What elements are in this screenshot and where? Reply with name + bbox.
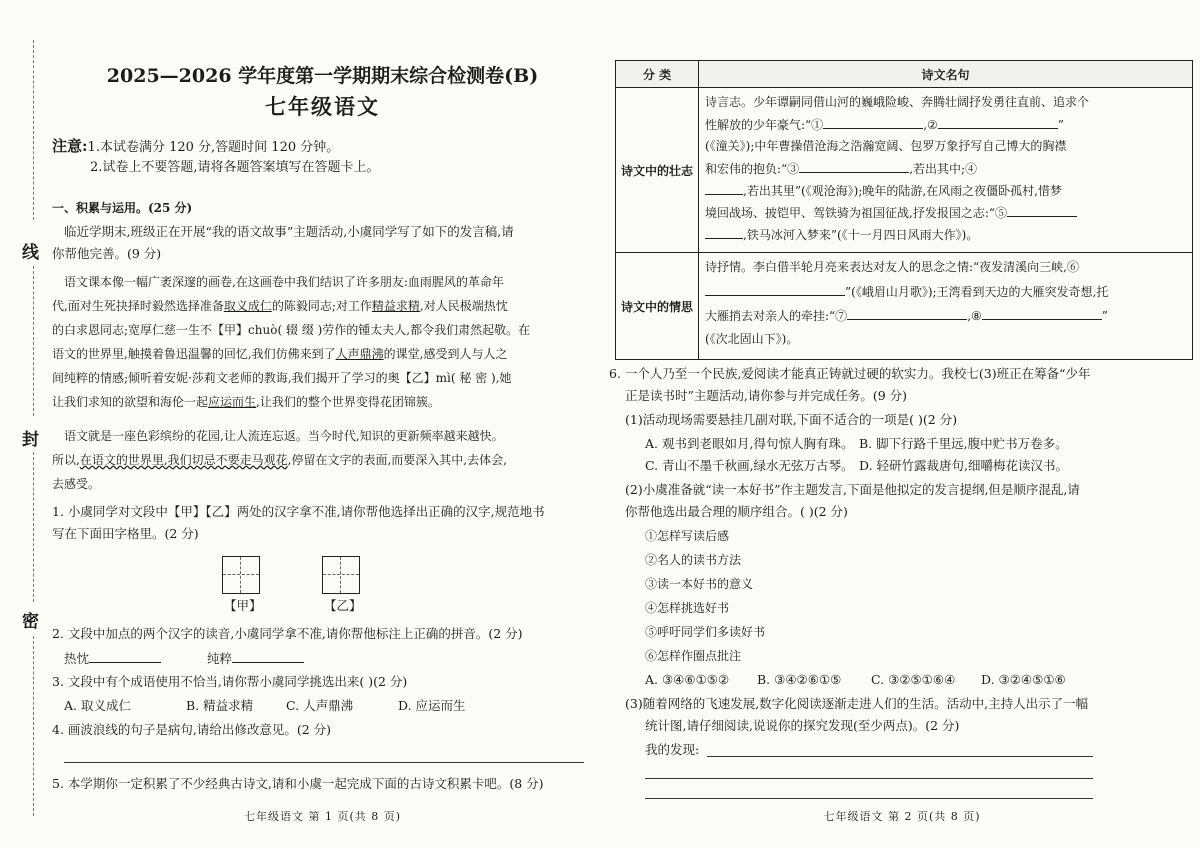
seal-char-xian: 线 xyxy=(22,243,39,263)
pinyin-word-1: 热忱 xyxy=(64,651,90,666)
table-text-line: 和宏伟的抱负:“③ ,若出其中;④ xyxy=(705,162,978,176)
q3-option-c: C. 人声鼎沸 xyxy=(286,698,354,713)
table-text-line: ”(《峨眉山月歌》);王湾看到天边的大雁突发奇想,托 xyxy=(705,283,1108,300)
tianzige-box-yi[interactable] xyxy=(322,556,360,594)
blank-3[interactable] xyxy=(799,160,909,173)
outline-item: ③读一本好书的意义 xyxy=(645,577,754,591)
pinyin-blank-1[interactable] xyxy=(89,650,161,663)
table-text-line: ,若出其里”(《观沧海》);晚年的陆游,在风雨之夜僵卧孤村,惜梦 xyxy=(705,182,1062,199)
outline-item: ②名人的读书方法 xyxy=(645,553,742,567)
box-label-yi: 【乙】 xyxy=(324,598,362,613)
notice-line-1 xyxy=(52,138,339,156)
seal-dash-line xyxy=(33,636,34,816)
seal-dash-line xyxy=(33,452,34,602)
question-5: 5. 本学期你一定积累了不少经典古诗文,请和小虞一起完成下面的古诗文积累卡吧。(8 分) xyxy=(52,776,544,791)
discovery-answer-line[interactable] xyxy=(645,778,1093,779)
outline-item: ④怎样挑选好书 xyxy=(645,601,730,615)
question-6-line-2: 正是读书时”主题活动,请你参与并完成任务。(9 分) xyxy=(625,388,908,403)
exam-subtitle: 七年级语文 xyxy=(265,94,380,119)
s1-option-b: B. 脚下行路千里远,腹中贮书万卷多。 xyxy=(859,436,1068,451)
blank-1[interactable] xyxy=(823,116,923,129)
outline-item: ①怎样写读后感 xyxy=(645,529,730,543)
table-text-line: (《潼关》);中年曹操借沧海之浩瀚宽阔、包罗万象抒写自己博大的胸襟 xyxy=(705,139,1067,153)
table-text-line: 性解放的少年豪气:“① ,② ” xyxy=(705,118,1064,132)
pinyin-answer-row xyxy=(64,650,304,667)
row-label-ambition: 诗文中的壮志 xyxy=(616,88,699,253)
table-text-line: 诗言志。少年谭嗣同借山河的巍峨险峻、奔腾壮阔抒发勇往直前、追求个 xyxy=(705,95,1090,109)
seal-dash-line xyxy=(33,266,34,416)
s2-option-b: B. ③④②⑥①⑤ xyxy=(757,672,842,687)
blank-4[interactable] xyxy=(705,182,743,195)
binding-margin xyxy=(0,0,48,848)
sub-question-3-line-1: (3)随着网络的飞速发展,数字化阅读逐渐走进人们的生活。活动中,主持人出示了一幅 xyxy=(625,696,1089,711)
seal-char-feng: 封 xyxy=(22,430,39,450)
q3-option-b: B. 精益求精 xyxy=(186,698,254,713)
table-header-category: 分 类 xyxy=(616,61,699,88)
passage-line: 语文的世界里,触摸着鲁迅温馨的回忆,我们仿佛来到了人声鼎沸的课堂,感受到人与人之 xyxy=(52,347,508,361)
row-label-emotion: 诗文中的情思 xyxy=(616,253,699,360)
question-1-line-2: 写在下面田字格里。(2 分) xyxy=(52,526,199,541)
blank-6[interactable] xyxy=(705,283,845,296)
notice-text-2: 2.试卷上不要答题,请将各题答案填写在答题卡上。 xyxy=(90,160,380,175)
notice-label: 注意: xyxy=(52,137,88,155)
blank-8[interactable] xyxy=(982,307,1102,320)
question-3: 3. 文段中有个成语使用不恰当,请你帮小虞同学挑选出来( )(2 分) xyxy=(52,674,408,689)
s2-option-d: D. ③②④⑤①⑥ xyxy=(981,672,1066,687)
s1-option-c: C. 青山不墨千秋画,绿水无弦万古琴。 xyxy=(645,458,854,473)
outline-item: ⑤呼吁同学们多读好书 xyxy=(645,625,766,639)
underlined-idiom: 应运而生 xyxy=(208,395,257,409)
exam-title: 2025—2026 学年度第一学期期末综合检测卷(B) xyxy=(106,65,539,87)
table-text-line: 大雁捎去对亲人的牵挂:“⑦ ,⑧ ” xyxy=(705,309,1108,323)
poetry-card-table xyxy=(615,60,1193,360)
blank-5[interactable] xyxy=(1007,204,1077,217)
s2-option-c: C. ③②⑤①⑥④ xyxy=(871,672,956,687)
q3-option-d: D. 应运而生 xyxy=(398,698,466,713)
underlined-idiom: 精益求精 xyxy=(371,299,420,313)
sub-question-3-line-2: 统计图,请仔细阅读,说说你的探究发现(至少两点)。(2 分) xyxy=(645,718,960,733)
pinyin-word-2: 纯粹 xyxy=(206,651,232,666)
notice-text-1: 1.本试卷满分 120 分,答题时间 120 分钟。 xyxy=(87,140,340,155)
question-6-line-1: 6. 一个人乃至一个民族,爱阅读才能真正铸就过硬的软实力。我校七(3)班正在筹备“少年 xyxy=(609,366,1091,381)
underlined-idiom: 人声鼎沸 xyxy=(335,347,384,361)
pinyin-blank-2[interactable] xyxy=(232,650,304,663)
q4-answer-line[interactable] xyxy=(64,762,584,763)
table-text-line: (《次北固山下》)。 xyxy=(705,332,799,346)
section-1-heading: 一、积累与运用。(25 分) xyxy=(52,201,193,215)
wavy-underlined-sentence: 在语文的世界里,我们切忌不要走马观花 xyxy=(79,453,288,467)
page-2-footer: 七年级语文 第 2 页(共 8 页) xyxy=(823,810,981,823)
sub-question-2-line-2: 你帮他选出最合理的顺序组合。( )(2 分) xyxy=(625,504,848,519)
passage-line: 代,面对生死抉择时毅然选择准备取义成仁的陈毅同志;对工作精益求精,对人民极端热忱 xyxy=(52,299,508,313)
row-content-emotion xyxy=(699,253,1193,360)
q3-option-a: A. 取义成仁 xyxy=(64,698,131,713)
row-content-ambition xyxy=(699,88,1193,253)
s2-option-a: A. ③④⑥①⑤② xyxy=(645,672,730,687)
seal-dash-line xyxy=(33,40,34,220)
sub-question-1: (1)活动现场需要悬挂几副对联,下面不适合的一项是( )(2 分) xyxy=(625,412,958,427)
discovery-label: 我的发现: xyxy=(645,742,700,757)
underlined-idiom: 取义成仁 xyxy=(223,299,272,313)
table-text-line: 诗抒情。李白借半轮月亮来表达对友人的思念之情:“夜发清溪向三峡,⑥ xyxy=(705,260,1079,274)
intro-line-1: 临近学期末,班级正在开展“我的语文故事”主题活动,小虞同学写了如下的发言稿,请 xyxy=(64,224,514,239)
outline-item: ⑥怎样作圈点批注 xyxy=(645,649,742,663)
table-text-line: ,铁马冰河入梦来”(《十一月四日风雨大作》)。 xyxy=(705,226,978,243)
s1-option-d: D. 轻研竹露裁唐句,细嚼梅花读汉书。 xyxy=(859,458,1068,473)
passage-line: 的白求恩同志;宽厚仁慈一生不【甲】chuò( 辍 缀 )劳作的锺太夫人,都令我们肃然起敬。在 xyxy=(52,323,531,337)
question-2: 2. 文段中加点的两个汉字的读音,小虞同学拿不准,请你帮他标注上正确的拼音。(2 分) xyxy=(52,626,523,641)
seal-char-mi: 密 xyxy=(22,612,39,632)
passage-line: 让我们求知的欲望和海伦一起应运而生,让我们的整个世界变得花团锦簇。 xyxy=(52,395,440,409)
passage-line: 语文课本像一幅广袤深邃的画卷,在这画卷中我们结识了许多朋友:血雨腥风的革命年 xyxy=(64,275,504,289)
discovery-answer-line[interactable] xyxy=(645,798,1093,799)
page-1-footer: 七年级语文 第 1 页(共 8 页) xyxy=(243,810,402,823)
box-label-jia: 【甲】 xyxy=(224,598,262,613)
table-text-line: 境回战场、披铠甲、驾铁骑为祖国征战,抒发报国之志:“⑤ xyxy=(705,204,1077,221)
sub-question-2-line-1: (2)小虞准备就“读一本好书”作主题发言,下面是他拟定的发言提纲,但是顺序混乱,请 xyxy=(625,482,1080,497)
blank-7[interactable] xyxy=(847,307,967,320)
s1-option-a: A. 观书到老眼如月,得句惊人胸有珠。 xyxy=(645,436,854,451)
exam-page-2 xyxy=(607,0,1197,848)
passage-line: 所以,在语文的世界里,我们切忌不要走马观花,停留在文字的表面,而要深入其中,去体会, xyxy=(52,453,507,467)
exam-page-1 xyxy=(50,0,595,848)
blank-2[interactable] xyxy=(938,116,1058,129)
tianzige-box-jia[interactable] xyxy=(222,556,260,594)
question-1-line-1: 1. 小虞同学对文段中【甲】【乙】两处的汉字拿不准,请你帮他选择出正确的汉字,规范地书 xyxy=(52,504,545,519)
intro-line-2: 你帮他完善。(9 分) xyxy=(52,246,162,261)
passage-line: 间纯粹的情感;倾听着安妮·莎莉文老师的教诲,我们揭开了学习的奥【乙】mì( 秘 密 ),她 xyxy=(52,371,512,385)
passage-line: 语文就是一座色彩缤纷的花园,让人流连忘返。当今时代,知识的更新频率越来越快。 xyxy=(64,429,504,443)
question-4: 4. 画波浪线的句子是病句,请给出修改意见。(2 分) xyxy=(52,722,332,737)
passage-line: 去感受。 xyxy=(52,477,101,491)
discovery-answer-line[interactable] xyxy=(707,756,1093,757)
table-header-lines: 诗文名句 xyxy=(699,61,1193,88)
